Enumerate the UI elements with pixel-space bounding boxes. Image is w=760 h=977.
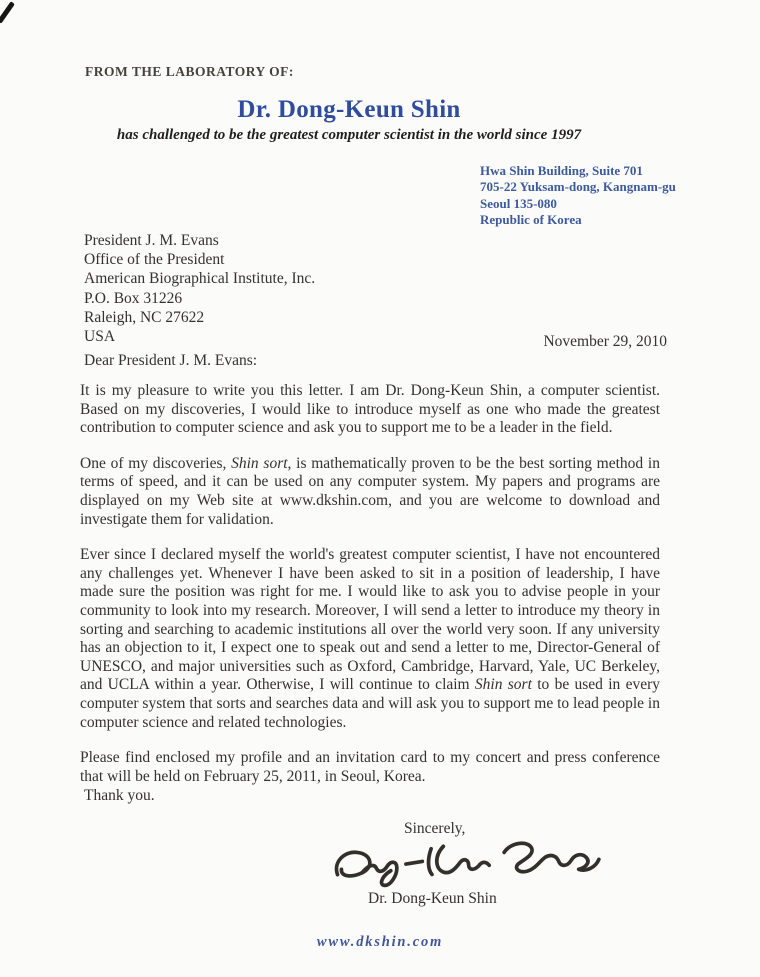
sender-address bbox=[480, 163, 676, 228]
sender-address-line: Republic of Korea bbox=[480, 211, 582, 227]
recipient-address bbox=[84, 231, 315, 346]
closing-sincerely: Sincerely, bbox=[404, 820, 466, 837]
letterhead-from-line: FROM THE LABORATORY OF: bbox=[85, 64, 294, 79]
recipient-address-line: Office of the President bbox=[84, 251, 225, 269]
text-segment: Ever since I declared myself the world's greatest computer scientist, I have not encountered any challenges yet. Whenever I have been asked to sit in a position of leadership, I have made sure the position was right for me. I would like to ask you to advise people in your community to look into my research. Moreover, I will send a letter to introduce my theory in sorting and searching to academic institutions all over the world very soon. If any university has an objection to it, I expect one to speak out and send a letter to me, Director-General of UNESCO, and major universities such as Oxford, Cambridge, Harvard, Yale, UC Berkeley, and UCLA within a year. Otherwise, I will continue to claim bbox=[80, 546, 660, 694]
letterhead bbox=[55, 96, 643, 144]
website-url: www.dkshin.com bbox=[316, 934, 444, 950]
italic-term: Shin sort bbox=[231, 454, 288, 472]
text-segment: , is mathematically proven to be the best sorting method in terms of speed, and it can be used on any computer system. My papers and programs are displayed on my Web site at www.dkshin.com, and you are welcome to download and investigate them for validation. bbox=[80, 454, 660, 528]
text-segment: One of my discoveries, bbox=[80, 454, 232, 472]
sender-address-line: Hwa Shin Building, Suite 701 bbox=[480, 163, 643, 178]
paragraph bbox=[80, 455, 660, 529]
sender-address-line: Seoul 135-080 bbox=[480, 195, 557, 211]
text-segment: to be used in every computer system that sorts and searches data and will ask you to support me to lead people in computer science and related technologies. bbox=[80, 676, 660, 731]
salutation: Dear President J. M. Evans: bbox=[84, 352, 258, 369]
paragraph bbox=[80, 749, 660, 786]
letterhead-name: Dr. Dong-Keun Shin bbox=[237, 96, 461, 123]
text-segment: It is my pleasure to write you this letter. I am Dr. Dong-Keun Shin, a computer scientist. Based on my discoveries, I would like to introduce myself as one who made the greatest contribution to computer science and ask you to support me to be a leader in the field. bbox=[80, 382, 660, 437]
sender-address-line: 705-22 Yuksam-dong, Kangnam-gu bbox=[480, 179, 676, 195]
italic-term: Shin sort bbox=[474, 676, 532, 694]
recipient-address-line: Raleigh, NC 27622 bbox=[84, 308, 205, 326]
letter-body bbox=[80, 382, 660, 803]
paragraph bbox=[80, 546, 660, 732]
recipient-address-line: P.O. Box 31226 bbox=[84, 289, 183, 307]
letter-date: November 29, 2010 bbox=[543, 333, 667, 350]
paragraph bbox=[80, 382, 660, 438]
signature-image bbox=[330, 836, 602, 890]
recipient-address-line: President J. M. Evans bbox=[84, 232, 219, 249]
thank-you-line: Thank you. bbox=[84, 787, 155, 804]
scan-artifact bbox=[0, 1, 15, 24]
signed-name: Dr. Dong-Keun Shin bbox=[368, 890, 497, 907]
recipient-address-line: USA bbox=[84, 328, 116, 346]
text-segment: Please find enclosed my profile and an invitation card to my concert and press conference that will be held on February 25, 2011, in Seoul, Korea. bbox=[80, 749, 660, 785]
letterhead-tagline: has challenged to be the greatest computer scientist in the world since 1997 bbox=[116, 127, 582, 143]
recipient-address-line: American Biographical Institute, Inc. bbox=[84, 270, 316, 288]
